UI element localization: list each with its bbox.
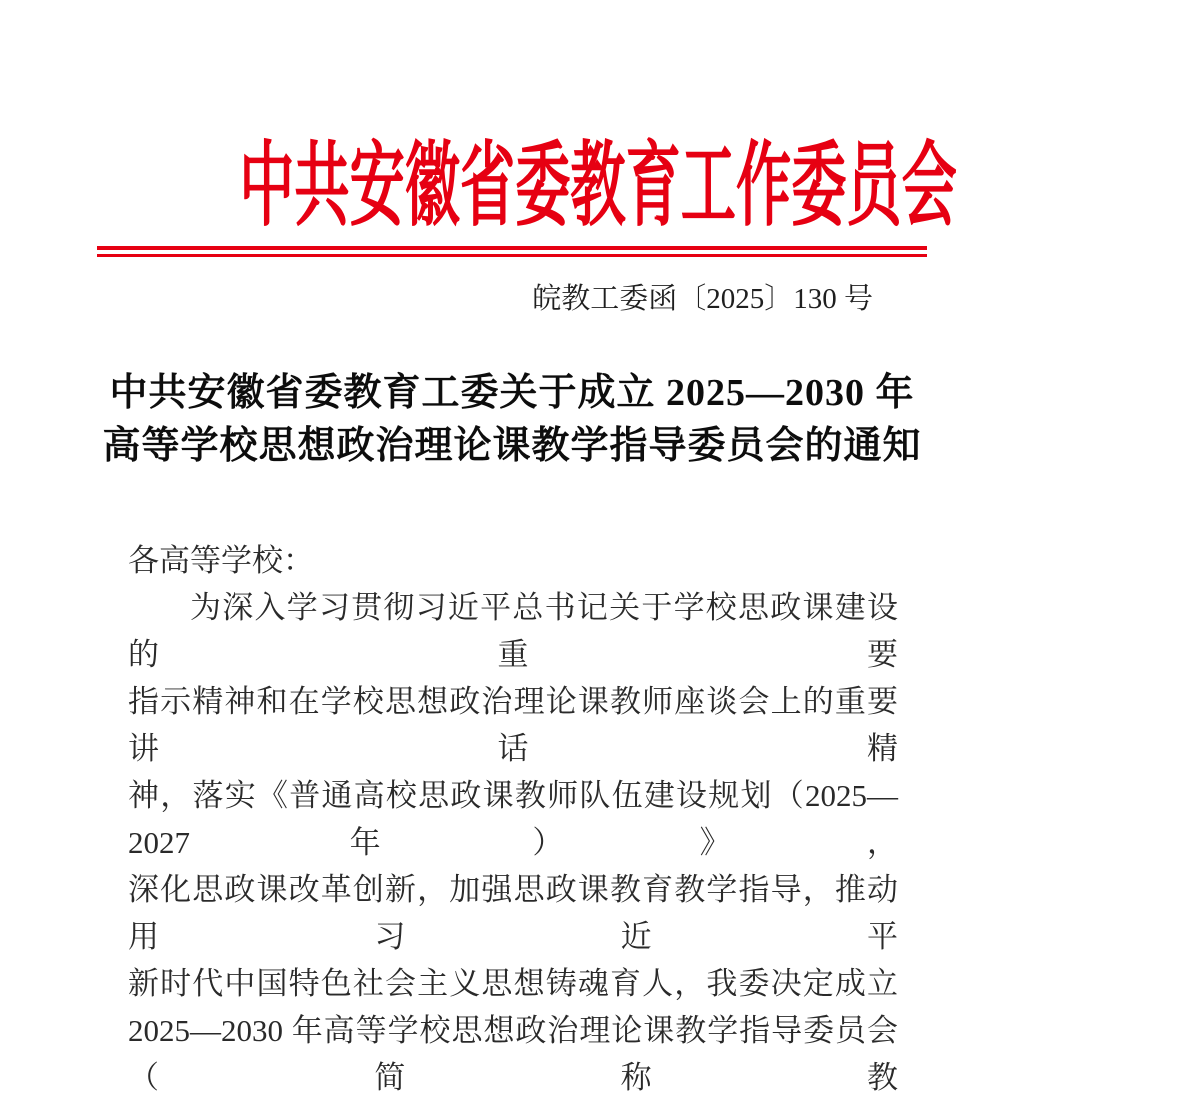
red-divider-top-line bbox=[97, 246, 927, 250]
notice-body bbox=[128, 537, 898, 1101]
body-line: 深化思政课改革创新，加强思政课教育教学指导，推动用习近平 bbox=[128, 872, 898, 954]
notice-title-line2: 高等学校思想政治理论课教学指导委员会的通知 bbox=[102, 425, 922, 467]
salutation: 各高等学校： bbox=[128, 543, 314, 578]
org-name-title: 中共安徽省委教育工作委员会 bbox=[239, 135, 957, 237]
body-line: 指示精神和在学校思想政治理论课教师座谈会上的重要讲话精 bbox=[128, 684, 898, 766]
red-divider bbox=[97, 246, 927, 257]
document-masthead bbox=[0, 135, 1024, 237]
body-line: 神，落实《普通高校思政课教师队伍建设规划（2025—2027 年）》， bbox=[128, 778, 898, 860]
body-line: 2025—2030 年高等学校思想政治理论课教学指导委员会（简称教 bbox=[128, 1013, 898, 1095]
body-line: 为深入学习贯彻习近平总书记关于学校思政课建设的重要 bbox=[128, 590, 898, 672]
body-line: 新时代中国特色社会主义思想铸魂育人，我委决定成立 bbox=[128, 966, 898, 1001]
notice-title bbox=[62, 367, 962, 473]
notice-title-line1: 中共安徽省委教育工委关于成立 2025—2030 年 bbox=[109, 372, 915, 414]
document-number: 皖教工委函〔2025〕130 号 bbox=[532, 283, 873, 315]
official-document-page bbox=[0, 135, 1024, 1095]
red-divider-bottom-line bbox=[97, 254, 927, 257]
